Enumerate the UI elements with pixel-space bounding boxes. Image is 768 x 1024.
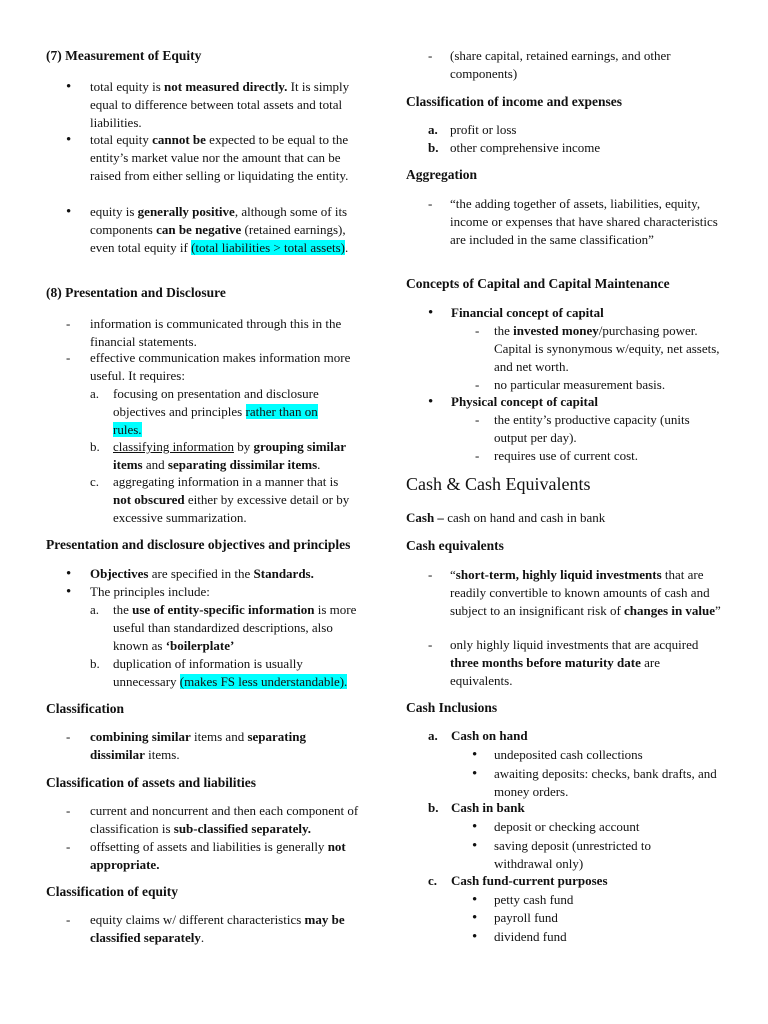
list-item: awaiting deposits: checks, bank drafts, and money orders. [494, 766, 717, 799]
cie-item-a: profit or loss [450, 122, 517, 137]
list-item: saving deposit (unrestricted to withdrawal only) [494, 838, 652, 871]
financial-concept-label: Financial concept of capital [451, 305, 604, 320]
list-item: petty cash fund [494, 892, 574, 907]
list-marker: c. [90, 474, 100, 489]
list-item: dividend fund [494, 929, 567, 944]
cie-item-b: other comprehensive income [450, 140, 601, 155]
s8-dash-2: effective communication makes information more useful. It requires: [90, 350, 351, 383]
highlight: (makes FS less understandable). [179, 674, 348, 689]
cal-dash-2: offsetting of assets and liabilities is generally not appropriate. [90, 839, 346, 872]
classification-assets-heading: Classification of assets and liabilities [46, 775, 257, 790]
fin-dash-1: the invested money/purchasing power. Capital is synonymous w/equity, net assets, and net worth. [494, 323, 720, 374]
pd-bullet-2: The principles include: [90, 584, 210, 599]
list-marker: a. [90, 386, 100, 401]
s8-item-c: aggregating information in a manner that is not obscured either by excessive detail or by excessive summarization. [113, 474, 350, 525]
aggregation-dash-1: “the adding together of assets, liabilities, equity, income or expenses that have shared characteristics are included in the same classification” [450, 196, 718, 247]
list-marker: a. [428, 122, 438, 137]
section-7-heading: (7) Measurement of Equity [46, 48, 202, 63]
s7-bullet-2: total equity cannot be expected to be equal to the entity’s market value nor the amount that can be raised from either selling or liquidating the entity. [90, 132, 349, 183]
physical-concept-label: Physical concept of capital [451, 394, 598, 409]
top-dash-1: (share capital, retained earnings, and other components) [450, 48, 671, 81]
cash-inclusions-heading: Cash Inclusions [406, 700, 498, 715]
classification-equity-heading: Classification of equity [46, 884, 179, 899]
list-marker: c. [428, 873, 438, 888]
ce-dash-1: “short-term, highly liquid investments that are readily convertible to known amounts of cash and subject to an insignificant risk of changes in value” [450, 567, 721, 618]
list-marker: b. [90, 656, 100, 671]
list-item: payroll fund [494, 910, 558, 925]
cash-equivalents-title: Cash & Cash Equivalents [406, 474, 591, 494]
list-marker: a. [90, 602, 100, 617]
classification-dash-1: combining similar items and separating dissimilar items. [90, 729, 306, 762]
list-marker: b. [428, 140, 439, 155]
s8-item-a: focusing on presentation and disclosure objectives and principles rather than on rules. [113, 386, 319, 437]
cal-dash-1: current and noncurrent and then each component of classification is sub-classified separately. [90, 803, 359, 836]
highlight: rather than on rules. [113, 404, 318, 437]
aggregation-heading: Aggregation [406, 167, 477, 182]
section-8-heading: (8) Presentation and Disclosure [46, 285, 226, 300]
ceq-dash-1: equity claims w/ different characteristics may be classified separately. [90, 912, 345, 945]
list-item: undeposited cash collections [494, 747, 643, 762]
phy-dash-2: requires use of current cost. [494, 448, 639, 463]
s7-bullet-1: total equity is not measured directly. It is simply equal to difference between total assets and total liabilities. [90, 79, 350, 130]
s8-item-b: classifying information by grouping similar items and separating dissimilar items. [113, 439, 346, 472]
cash-on-hand-label: Cash on hand [451, 728, 528, 743]
phy-dash-1: the entity’s productive capacity (units output per day). [494, 412, 690, 445]
cash-fund-label: Cash fund-current purposes [451, 873, 608, 888]
income-expenses-heading: Classification of income and expenses [406, 94, 622, 109]
ce-dash-2: only highly liquid investments that are acquired three months before maturity date are equivalents. [450, 637, 699, 688]
highlight: (total liabilities > total assets) [191, 240, 346, 255]
list-marker: a. [428, 728, 438, 743]
s8-dash-1: information is communicated through this in the financial statements. [90, 316, 342, 349]
classification-heading: Classification [46, 701, 125, 716]
capital-concepts-heading: Concepts of Capital and Capital Maintenance [406, 276, 670, 291]
list-marker: b. [90, 439, 100, 454]
cash-equivalents-heading: Cash equivalents [406, 538, 504, 553]
list-marker: b. [428, 800, 439, 815]
pd-item-b: duplication of information is usually unnecessary (makes FS less understandable). [113, 656, 348, 689]
cash-in-bank-label: Cash in bank [451, 800, 525, 815]
pd-item-a: the use of entity-specific information is more useful than standardized descriptions, also known as ‘boilerplate’ [113, 602, 357, 653]
cash-definition: Cash – cash on hand and cash in bank [406, 510, 606, 525]
presentation-objectives-heading: Presentation and disclosure objectives and principles [46, 537, 351, 552]
s7-bullet-3: equity is generally positive, although some of its components can be negative (retained earnings), even total equity if (total liabilities > total assets). [90, 204, 349, 255]
fin-dash-2: no particular measurement basis. [494, 377, 666, 392]
list-item: deposit or checking account [494, 819, 640, 834]
pd-bullet-1: Objectives are specified in the Standards. [90, 566, 314, 581]
